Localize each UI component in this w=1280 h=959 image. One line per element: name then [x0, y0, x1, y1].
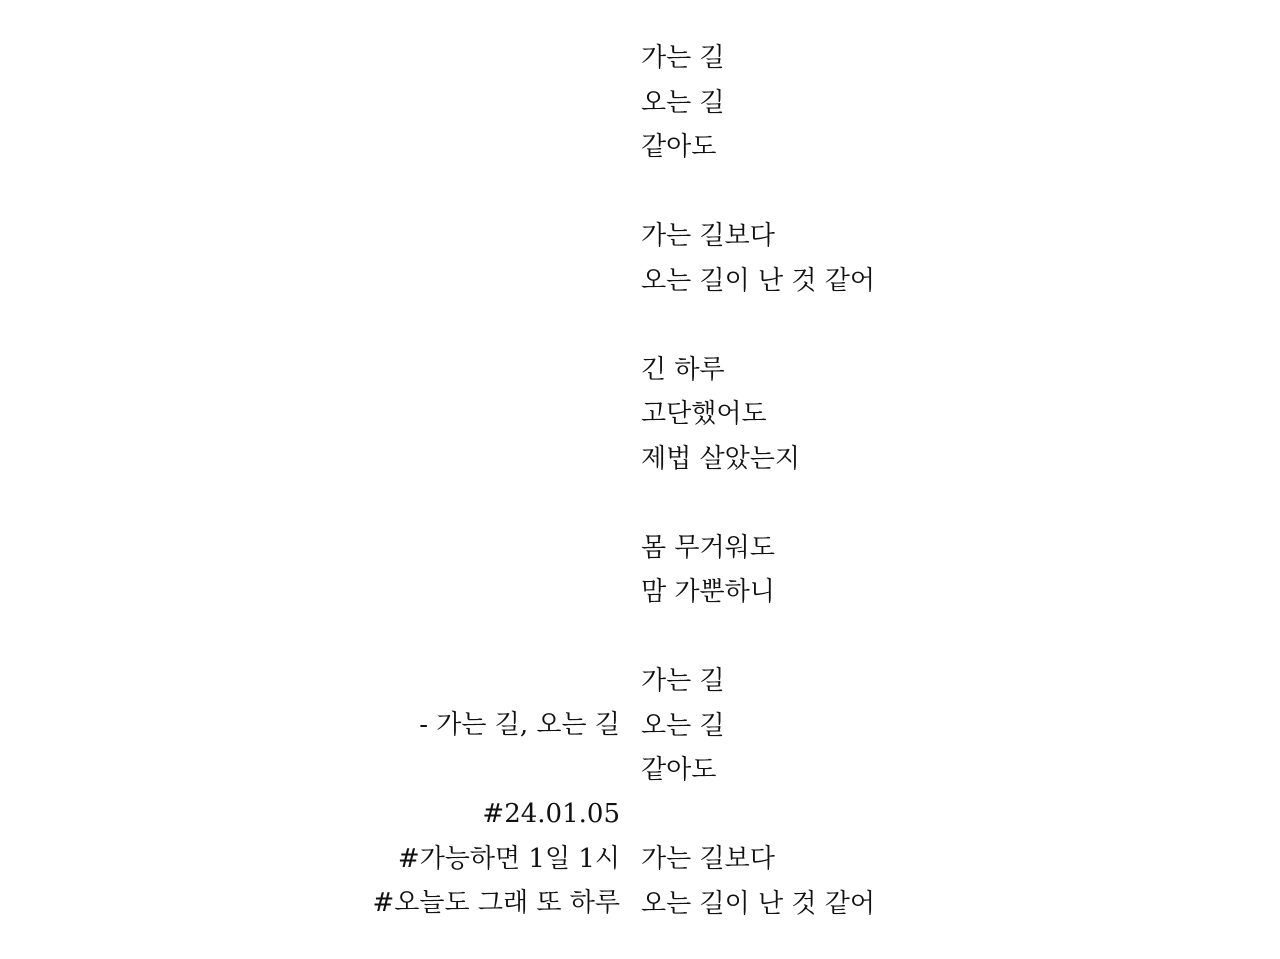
stanza-break [641, 793, 1201, 838]
poem-line: 제법 살았는지 [641, 443, 800, 474]
date-tag: #24.01.05 [482, 799, 620, 829]
poem-line: 오는 길 [641, 87, 725, 118]
hashtag: #가능하면 1일 1시 [397, 843, 620, 874]
poem-line: 가는 길보다 [641, 221, 775, 251]
poem-line: 오는 길이 난 것 같어 [641, 888, 875, 919]
poem-line: 같아도 [641, 132, 717, 162]
poem-line: 맘 가뿐하니 [641, 577, 775, 607]
poem-line: 가는 길보다 [641, 844, 775, 874]
poem-line: 오는 길이 난 것 같어 [641, 265, 875, 296]
hashtag: #오늘도 그래 또 하루 [372, 888, 620, 918]
poem-line: 가는 길 [641, 43, 725, 73]
poem-line: 긴 하루 [641, 354, 725, 385]
poem-line: 몸 무거워도 [641, 532, 775, 563]
poem-line: 가는 길 [641, 666, 725, 696]
stanza-break [641, 303, 1201, 348]
stanza-break [641, 615, 1201, 660]
stanza-break [641, 481, 1201, 526]
poem [641, 36, 1201, 926]
stanza-break [641, 170, 1201, 215]
poem-line: 같아도 [641, 755, 717, 785]
caption-break [372, 748, 620, 793]
poem-title: - 가는 길, 오는 길 [419, 710, 620, 740]
poem-line: 고단했어도 [641, 399, 767, 429]
caption [372, 703, 620, 926]
poem-line: 오는 길 [641, 710, 725, 741]
